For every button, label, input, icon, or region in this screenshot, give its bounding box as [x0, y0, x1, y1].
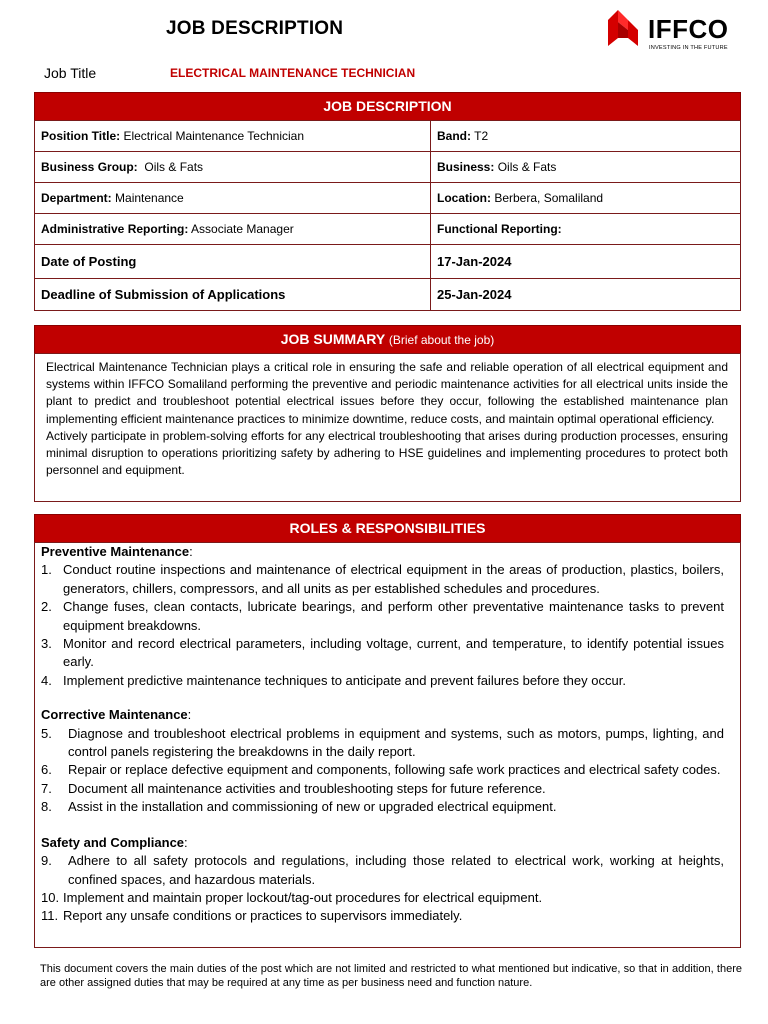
- posting-cell: [35, 245, 431, 279]
- preventive-title: Preventive Maintenance:: [41, 544, 193, 559]
- position-value: Electrical Maintenance Technician: [120, 129, 305, 143]
- list-item: [41, 852, 724, 889]
- list-item: [41, 561, 724, 598]
- page-title: JOB DESCRIPTION: [166, 18, 344, 39]
- functional-cell: [431, 214, 741, 245]
- location-label: Location:: [437, 191, 491, 205]
- list-item-text: Document all maintenance activities and troubleshooting steps for future reference.: [68, 780, 546, 796]
- list-item: [41, 761, 724, 779]
- job-description-heading: JOB DESCRIPTION: [34, 92, 741, 121]
- admin-value: Associate Manager: [188, 222, 294, 236]
- group-label: Business Group:: [41, 160, 138, 174]
- list-item-number: 6.: [41, 762, 52, 778]
- list-item: [41, 780, 724, 798]
- job-summary-title: JOB SUMMARY: [280, 331, 385, 347]
- list-item: [41, 598, 724, 635]
- list-item: [41, 672, 724, 690]
- deadline-date-cell: [431, 279, 741, 311]
- group-cell: [35, 152, 431, 183]
- iffco-logo: [606, 8, 746, 54]
- admin-cell: [35, 214, 431, 245]
- list-item-text: Monitor and record electrical parameters, including voltage, current, and temperature, to identify potential issues early.: [63, 636, 724, 670]
- list-item-number: 9.: [41, 853, 52, 869]
- summary-paragraph-1: Electrical Maintenance Technician plays a critical role in ensuring the safe and reliable operation of all electrical equipment and systems within IFFCO Somaliland performing the preventive and periodic maintenance activities for all electrical units inside the plant to predict and troubleshoot potential electrical issues before they occur, following the established maintenance plan implementing efficient maintenance practices to minimize downtime, reduce costs, and maintain optimal operational efficiency.: [46, 360, 728, 426]
- list-item-text: Implement and maintain proper lockout/tag-out procedures for electrical equipment.: [63, 889, 543, 905]
- list-item: [41, 907, 724, 925]
- department-value: Maintenance: [111, 191, 184, 205]
- location-cell: [431, 183, 741, 214]
- roles-heading: ROLES & RESPONSIBILITIES: [34, 514, 741, 543]
- list-item-number: 3.: [41, 636, 52, 652]
- list-item-text: Implement predictive maintenance techniques to anticipate and prevent failures before they occur.: [63, 672, 626, 688]
- list-item-text: Assist in the installation and commissioning of new or upgraded electrical equipment.: [68, 799, 557, 815]
- deadline-cell: [35, 279, 431, 311]
- business-value: Oils & Fats: [494, 160, 557, 174]
- functional-label: Functional Reporting:: [437, 222, 562, 236]
- deadline-date: 25-Jan-2024: [437, 287, 512, 302]
- logo-tagline: INVESTING IN THE FUTURE: [649, 45, 728, 51]
- list-item-number: 4.: [41, 672, 52, 688]
- location-value: Berbera, Somaliland: [491, 191, 604, 205]
- admin-label: Administrative Reporting:: [41, 222, 189, 236]
- business-cell: [431, 152, 741, 183]
- list-item-number: 2.: [41, 599, 52, 615]
- list-item-text: Adhere to all safety protocols and regulations, including those related to electrical work, working at heights, confined spaces, and hazardous materials.: [68, 853, 724, 887]
- list-item-number: 1.: [41, 562, 52, 578]
- list-item: [41, 725, 724, 762]
- list-item-text: Repair or replace defective equipment and components, following safe work practices and electrical safety codes.: [68, 762, 721, 778]
- footer-note: This document covers the main duties of the post which are not limited and restricted to what mentioned but indicative, so that in addition, there are other assigned duties that may be required at any time as per business need and function nature.: [40, 963, 742, 989]
- preventive-list: [41, 561, 724, 690]
- job-info-table: [34, 120, 741, 311]
- job-title-value: ELECTRICAL MAINTENANCE TECHNICIAN: [170, 66, 416, 80]
- list-item: [41, 635, 724, 672]
- roles-box: [34, 542, 741, 948]
- posting-date-cell: [431, 245, 741, 279]
- position-label: Position Title:: [41, 129, 121, 143]
- list-item-text: Report any unsafe conditions or practices to supervisors immediately.: [63, 908, 463, 924]
- list-item-number: 11.: [41, 908, 59, 924]
- safety-title: Safety and Compliance:: [41, 834, 188, 850]
- band-label: Band:: [437, 129, 471, 143]
- business-label: Business:: [437, 160, 495, 174]
- list-item-text: Conduct routine inspections and maintenance of electrical equipment in the areas of production, plastics, boilers, generators, chillers, compressors, and all units as per established schedules and procedures.: [63, 562, 724, 596]
- posting-date: 17-Jan-2024: [437, 254, 512, 269]
- position-cell: [35, 121, 431, 152]
- logo-wordmark: IFFCO: [648, 14, 729, 44]
- corrective-title: Corrective Maintenance:: [41, 707, 192, 723]
- list-item-number: 7.: [41, 780, 52, 796]
- list-item-text: Change fuses, clean contacts, lubricate bearings, and perform other preventative maintenance tasks to prevent equipment breakdowns.: [63, 599, 724, 633]
- corrective-list: [41, 725, 724, 817]
- list-item-number: 10.: [41, 889, 60, 905]
- job-summary-subtitle: (Brief about the job): [388, 333, 495, 347]
- job-summary-box: [34, 353, 741, 502]
- list-item-number: 5.: [41, 725, 52, 741]
- list-item-number: 8.: [41, 799, 52, 815]
- list-item: [41, 798, 724, 816]
- band-cell: [431, 121, 741, 152]
- group-value: Oils & Fats: [137, 160, 204, 174]
- posting-label: Date of Posting: [41, 254, 137, 269]
- list-item-text: Diagnose and troubleshoot electrical problems in equipment and systems, such as motors, pumps, lighting, and control panels registering the breakdowns in the daily report.: [68, 725, 724, 760]
- list-item: [41, 889, 724, 907]
- department-label: Department:: [41, 191, 112, 205]
- safety-list: [41, 852, 724, 926]
- department-cell: [35, 183, 431, 214]
- summary-paragraph-2: Actively participate in problem-solving efforts for any electrical troubleshooting that arises during production processes, ensuring minimal disruption to operations prioritizing safety by adhering to HSE guidelines and implementing procedures to protect both personnel and equipment.: [46, 428, 728, 478]
- deadline-label: Deadline of Submission of Applications: [41, 287, 286, 302]
- job-title-label: Job Title: [44, 65, 97, 81]
- band-value: T2: [471, 129, 489, 143]
- job-summary-heading: [34, 325, 741, 354]
